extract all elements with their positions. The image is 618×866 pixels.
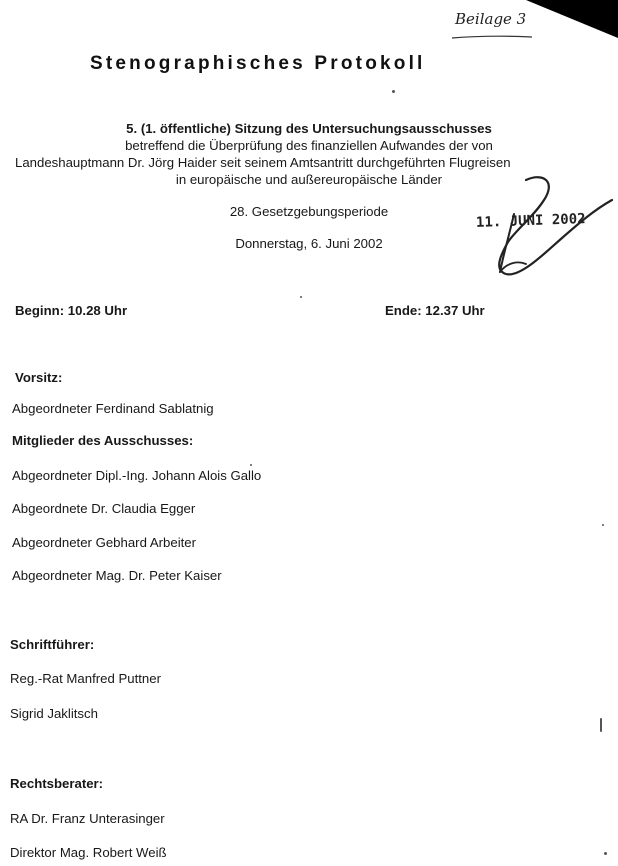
members-heading: Mitglieder des Ausschusses: [12,433,194,448]
scan-speck [300,296,302,298]
corner-mark [526,0,618,38]
begin-time: Beginn: 10.28 Uhr [15,303,128,318]
session-line-3: Landeshauptmann Dr. Jörg Haider seit seinem Amtsantritt durchgeführten Flugreisen [15,155,511,170]
session-line-2: betreffend die Überprüfung des finanziellen Aufwandes der von [125,138,493,153]
scan-speck [604,852,607,855]
session-date: Donnerstag, 6. Juni 2002 [235,236,383,251]
adviser-item: Direktor Mag. Robert Weiß [10,845,167,860]
chair-heading: Vorsitz: [15,370,63,385]
advisers-heading: Rechtsberater: [10,776,104,791]
received-stamp: 11. JUNI 2002 [475,211,586,231]
adviser-item: RA Dr. Franz Unterasinger [10,811,165,826]
annotation-beilage: Beilage 3 [455,10,527,28]
scan-speck [392,90,395,93]
scan-speck [600,718,602,732]
clerk-item: Sigrid Jaklitsch [10,706,98,721]
signature [486,172,618,288]
scan-speck [602,524,604,526]
member-item: Abgeordneter Mag. Dr. Peter Kaiser [12,568,222,583]
page-title: Stenographisches Protokoll [90,53,426,74]
session-line-4: in europäische und außereuropäische Länder [175,172,443,187]
member-item: Abgeordneter Gebhard Arbeiter [12,535,197,550]
session-line-1: 5. (1. öffentliche) Sitzung des Untersuchungsausschusses [126,121,492,136]
end-time: Ende: 12.37 Uhr [385,303,485,318]
clerk-item: Reg.-Rat Manfred Puttner [10,671,161,686]
legislative-period: 28. Gesetzgebungsperiode [229,204,389,219]
member-item: Abgeordneter Dipl.-Ing. Johann Alois Gallo [12,468,262,483]
clerks-heading: Schriftführer: [10,637,95,652]
annotation-underline [448,32,538,42]
chair-name: Abgeordneter Ferdinand Sablatnig [12,401,214,416]
scan-speck [250,464,252,466]
member-item: Abgeordnete Dr. Claudia Egger [12,501,196,516]
